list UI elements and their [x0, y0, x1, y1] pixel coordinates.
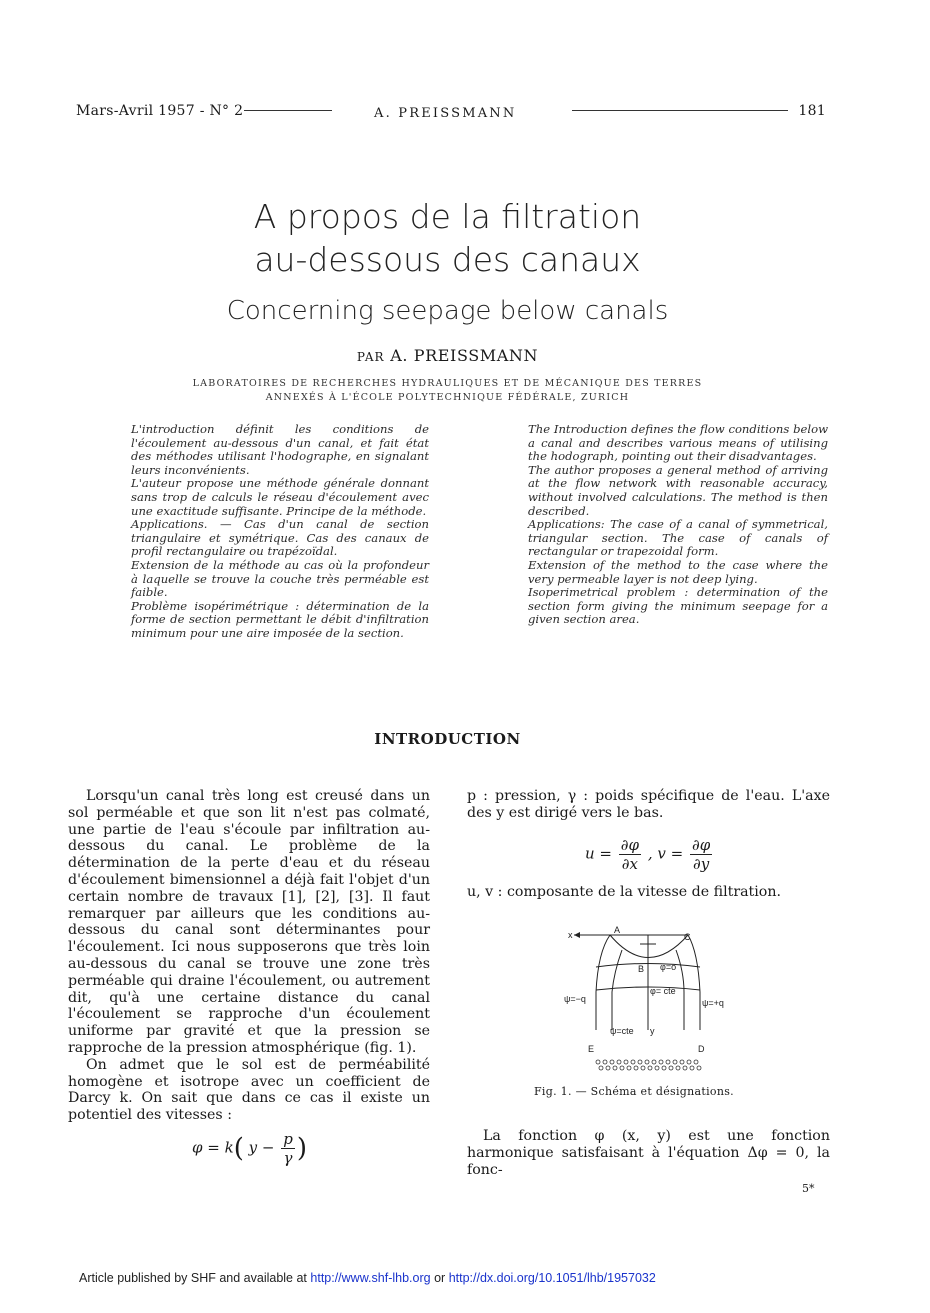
byline-prefix: PAR: [356, 350, 385, 364]
eq-v-num: ∂φ: [691, 836, 711, 854]
byline: [0, 346, 895, 365]
abstract-fr-paragraph: L'introduction définit les conditions de l'écoulement au-dessous d'un canal, et fait état des méthodes utilisant l'hodographe, en signalant leurs inconvénients.: [131, 422, 429, 477]
running-author: A. PREISSMANN: [374, 106, 517, 121]
fig-label-b: B: [638, 964, 645, 974]
fig-label-phi-o: φ=o: [660, 962, 677, 972]
body-left-column: [68, 788, 430, 1124]
journal-issue: Mars-Avril 1957 - N° 2: [76, 103, 244, 119]
eq-u-num: ∂φ: [620, 836, 640, 854]
equation-potential: [192, 1130, 307, 1167]
eq-v-fraction: [690, 836, 712, 873]
fig-label-psi-neg: ψ=−q: [564, 994, 586, 1004]
eq-paren-open: (: [233, 1133, 244, 1164]
figure-caption: Fig. 1. — Schéma et désignations.: [534, 1085, 734, 1098]
abstract-fr-paragraph: Problème isopérimétrique : détermination de la forme de section permettant le débit d'infiltration minimum pour une aire imposée de la section.: [131, 598, 429, 640]
fig-label-psi-pos: ψ=+q: [702, 998, 724, 1008]
x-arrow-icon: [574, 932, 580, 938]
header-rule-right: [572, 110, 788, 111]
eq-u-den: ∂x: [621, 855, 639, 873]
equation-velocity: [585, 836, 714, 873]
eq-phi-fraction: [281, 1130, 295, 1167]
title-english: Concerning seepage below canals: [226, 296, 669, 326]
eq-u-fraction: [619, 836, 641, 873]
flow-line-right: [688, 935, 700, 1030]
eq-phi-lhs: φ = k: [192, 1138, 234, 1157]
page-number: 181: [798, 103, 826, 119]
abstract-french: [131, 423, 429, 641]
fig-label-psi-cte: ψ=cte: [610, 1026, 634, 1036]
body-right-paragraph-3: La fonction φ (x, y) est une fonction harmonique satisfaisant à l'équation Δφ = 0, la fonc-: [467, 1128, 830, 1178]
eq-u-lhs: u =: [585, 844, 612, 863]
flow-line-left: [596, 935, 610, 1030]
affiliation-line2: ANNEXÉS À L'ÉCOLE POLYTECHNIQUE FÉDÉRALE, ZURICH: [265, 392, 630, 403]
canal-section: [610, 935, 688, 958]
eq-phi-num: p: [283, 1130, 293, 1148]
drain-layer: [596, 1060, 701, 1070]
body-paragraph: Lorsqu'un canal très long est creusé dans un sol perméable et que son lit n'est pas colmaté, une partie de l'eau s'écoule par infiltration au-dessous du canal. Le problème de la détermination de la perte d'eau et du réseau d'écoulement bimensionnel a déjà fait l'objet d'un certain nombre de travaux [1], [2], [3]. Il faut remarquer par ailleurs que les conditions au-dessous du canal sont déterminantes pour l'écoulement. Ici nous supposerons que très loin au-dessous du canal se trouve une zone très perméable qui draine l'écoulement, ou autrement dit, qu'à une certaine distance du canal l'écoulement se rapproche d'un écoulement uniforme par gravité et que la pression se rapproche de la pression atmosphérique (fig. 1).: [68, 788, 430, 1056]
fig-label-c: C: [684, 932, 691, 942]
flow-line-inner-right: [676, 950, 684, 1030]
fig-label-d: D: [698, 1044, 705, 1054]
signature-mark: 5*: [802, 1182, 815, 1195]
figure-1-schema: [560, 922, 740, 1077]
fig-label-a: A: [614, 925, 621, 935]
affiliation-line1: LABORATOIRES DE RECHERCHES HYDRAULIQUES ET DE MÉCANIQUE DES TERRES: [192, 378, 703, 389]
footer-link-shf[interactable]: http://www.shf-lhb.org: [310, 1271, 431, 1285]
fig-label-x: x: [568, 930, 573, 940]
eq-phi-den: γ: [283, 1149, 293, 1167]
byline-author: A. PREISSMANN: [390, 346, 539, 365]
footer-or: or: [434, 1271, 446, 1285]
body-paragraph: On admet que le sol est de perméabilité homogène et isotrope avec un coefficient de Darcy k. On sait que dans ce cas il existe un potentiel des vitesses :: [68, 1056, 430, 1124]
abstract-en-paragraph: Extension of the method to the case where the very permeable layer is not deep lying.: [528, 557, 828, 586]
abstract-fr-paragraph: Applications. — Cas d'un canal de section triangulaire et symétrique. Cas des canaux de profil rectangulaire ou trapézoïdal.: [131, 517, 429, 559]
footer-link-doi[interactable]: http://dx.doi.org/10.1051/lhb/1957032: [448, 1271, 656, 1285]
abstract-en-paragraph: The author proposes a general method of arriving at the flow network with reasonable accuracy, without involved calculations. The method is then described.: [528, 462, 828, 518]
abstract-english: [528, 423, 828, 627]
body-right-paragraph-2: u, v : composante de la vitesse de filtration.: [467, 884, 781, 900]
fig-label-phi-cte: φ= cte: [650, 986, 676, 996]
eq-phi-term: y −: [248, 1138, 275, 1157]
abstract-en-paragraph: The Introduction defines the flow conditions below a canal and describes various means of utilising the hodograph, pointing out their disadvantages.: [528, 422, 828, 464]
title-french-line1: A propos de la filtration: [253, 197, 642, 236]
abstract-fr-paragraph: L'auteur propose une méthode générale donnant sans trop de calculs le réseau d'écoulement avec une exactitude suffisante. Principe de la méthode.: [131, 476, 429, 518]
body-right-paragraph-1: p : pression, γ : poids spécifique de l'eau. L'axe des y est dirigé vers le bas.: [467, 788, 830, 821]
abstract-fr-paragraph: Extension de la méthode au cas où la profondeur à laquelle se trouve la couche très perméable est faible.: [131, 557, 429, 600]
publisher-footer: [79, 1271, 656, 1285]
header-rule-left: [244, 110, 332, 111]
abstract-en-paragraph: Applications: The case of a canal of symmetrical, triangular section. The case of canals of rectangular or trapezoidal form.: [528, 517, 828, 559]
fig-label-y: y: [650, 1026, 655, 1036]
eq-v-den: ∂y: [692, 855, 710, 873]
section-heading: INTRODUCTION: [374, 730, 521, 748]
abstract-en-paragraph: Isoperimetrical problem : determination of the section form giving the minimum seepage for a given section area.: [528, 585, 828, 627]
flow-line-inner-left: [612, 950, 622, 1030]
eq-sep: , v =: [647, 844, 684, 863]
fig-label-e: E: [588, 1044, 595, 1054]
eq-paren-close: ): [296, 1133, 307, 1164]
footer-text: Article published by SHF and available at: [79, 1271, 307, 1285]
title-french-line2: au-dessous des canaux: [254, 240, 641, 279]
